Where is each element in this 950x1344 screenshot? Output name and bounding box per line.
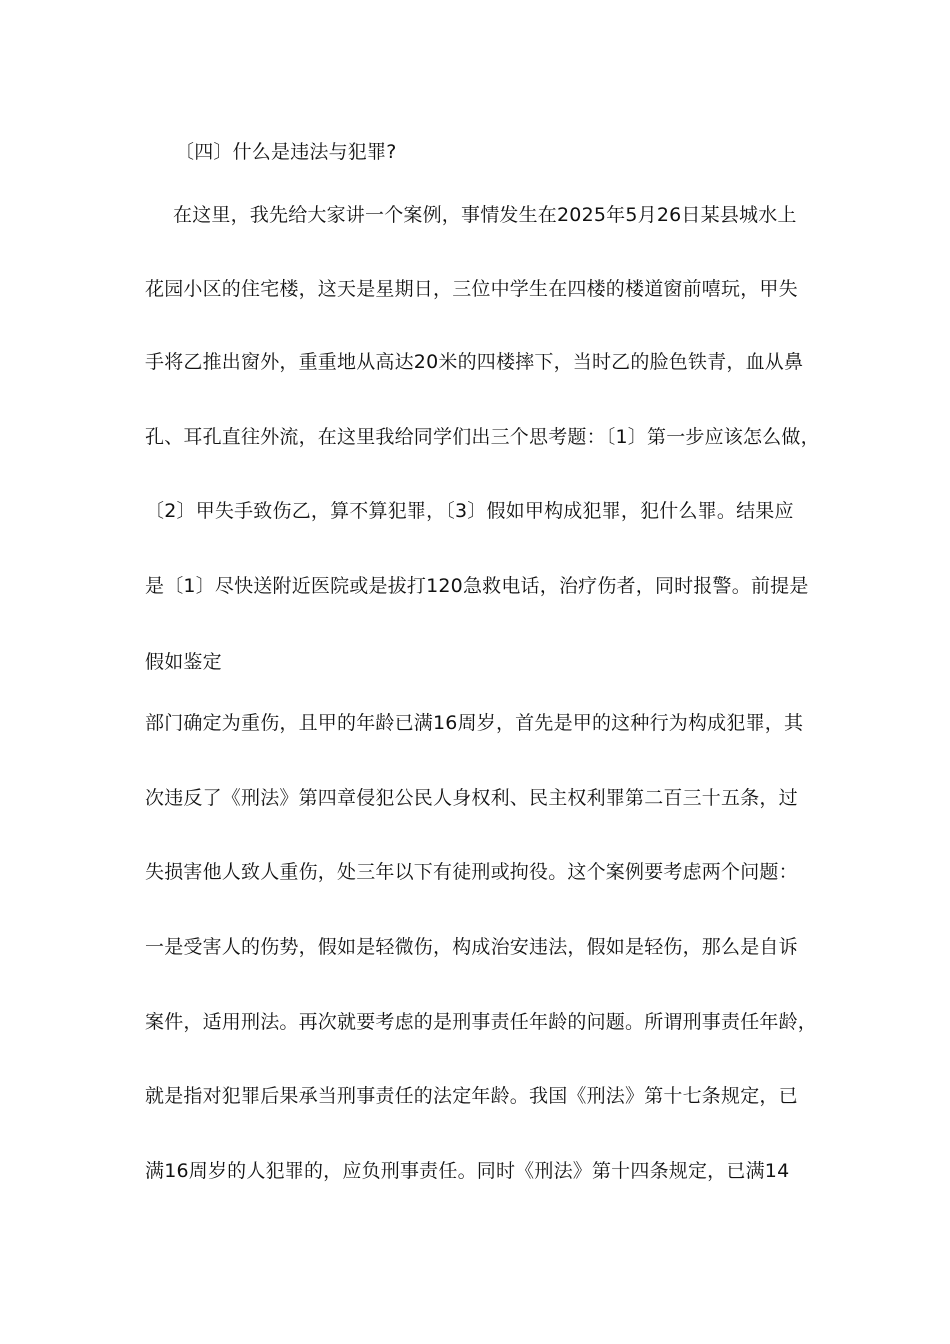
paragraph-line: 次违反了《刑法》第四章侵犯公民人身权利、民主权利罪第二百三十五条，过 [145,787,798,809]
paragraph-line: 〔2〕甲失手致伤乙，算不算犯罪，〔3〕假如甲构成犯罪，犯什么罪。结果应 [145,500,794,522]
section-heading: 〔四〕什么是违法与犯罪? [175,141,397,163]
paragraph-line: 部门确定为重伤，且甲的年龄已满16周岁，首先是甲的这种行为构成犯罪，其 [145,712,804,734]
paragraph-line: 失损害他人致人重伤，处三年以下有徒刑或拘役。这个案例要考虑两个问题： [145,861,798,883]
paragraph-line: 孔、耳孔直往外流，在这里我给同学们出三个思考题：〔1〕第一步应该怎么做， [145,426,820,448]
paragraph-line: 是〔1〕尽快送附近医院或是拔打120急救电话，治疗伤者，同时报警。前提是 [145,575,809,597]
paragraph-line: 满16周岁的人犯罪的，应负刑事责任。同时《刑法》第十四条规定，已满14 [145,1160,790,1182]
paragraph-line: 手将乙推出窗外，重重地从高达20米的四楼摔下，当时乙的脸色铁青，血从鼻 [145,351,804,373]
paragraph-line: 就是指对犯罪后果承当刑事责任的法定年龄。我国《刑法》第十七条规定，已 [145,1085,798,1107]
paragraph-line: 假如鉴定 [145,651,222,673]
paragraph-line: 一是受害人的伤势，假如是轻微伤，构成治安违法，假如是轻伤，那么是自诉 [145,936,798,958]
paragraph-line: 在这里，我先给大家讲一个案例，事情发生在2025年5月26日某县城水上 [173,204,797,226]
paragraph-line: 案件，适用刑法。再次就要考虑的是刑事责任年龄的问题。所谓刑事责任年龄， [145,1011,818,1033]
paragraph-line: 花园小区的住宅楼，这天是星期日，三位中学生在四楼的楼道窗前嘻玩，甲失 [145,278,798,300]
